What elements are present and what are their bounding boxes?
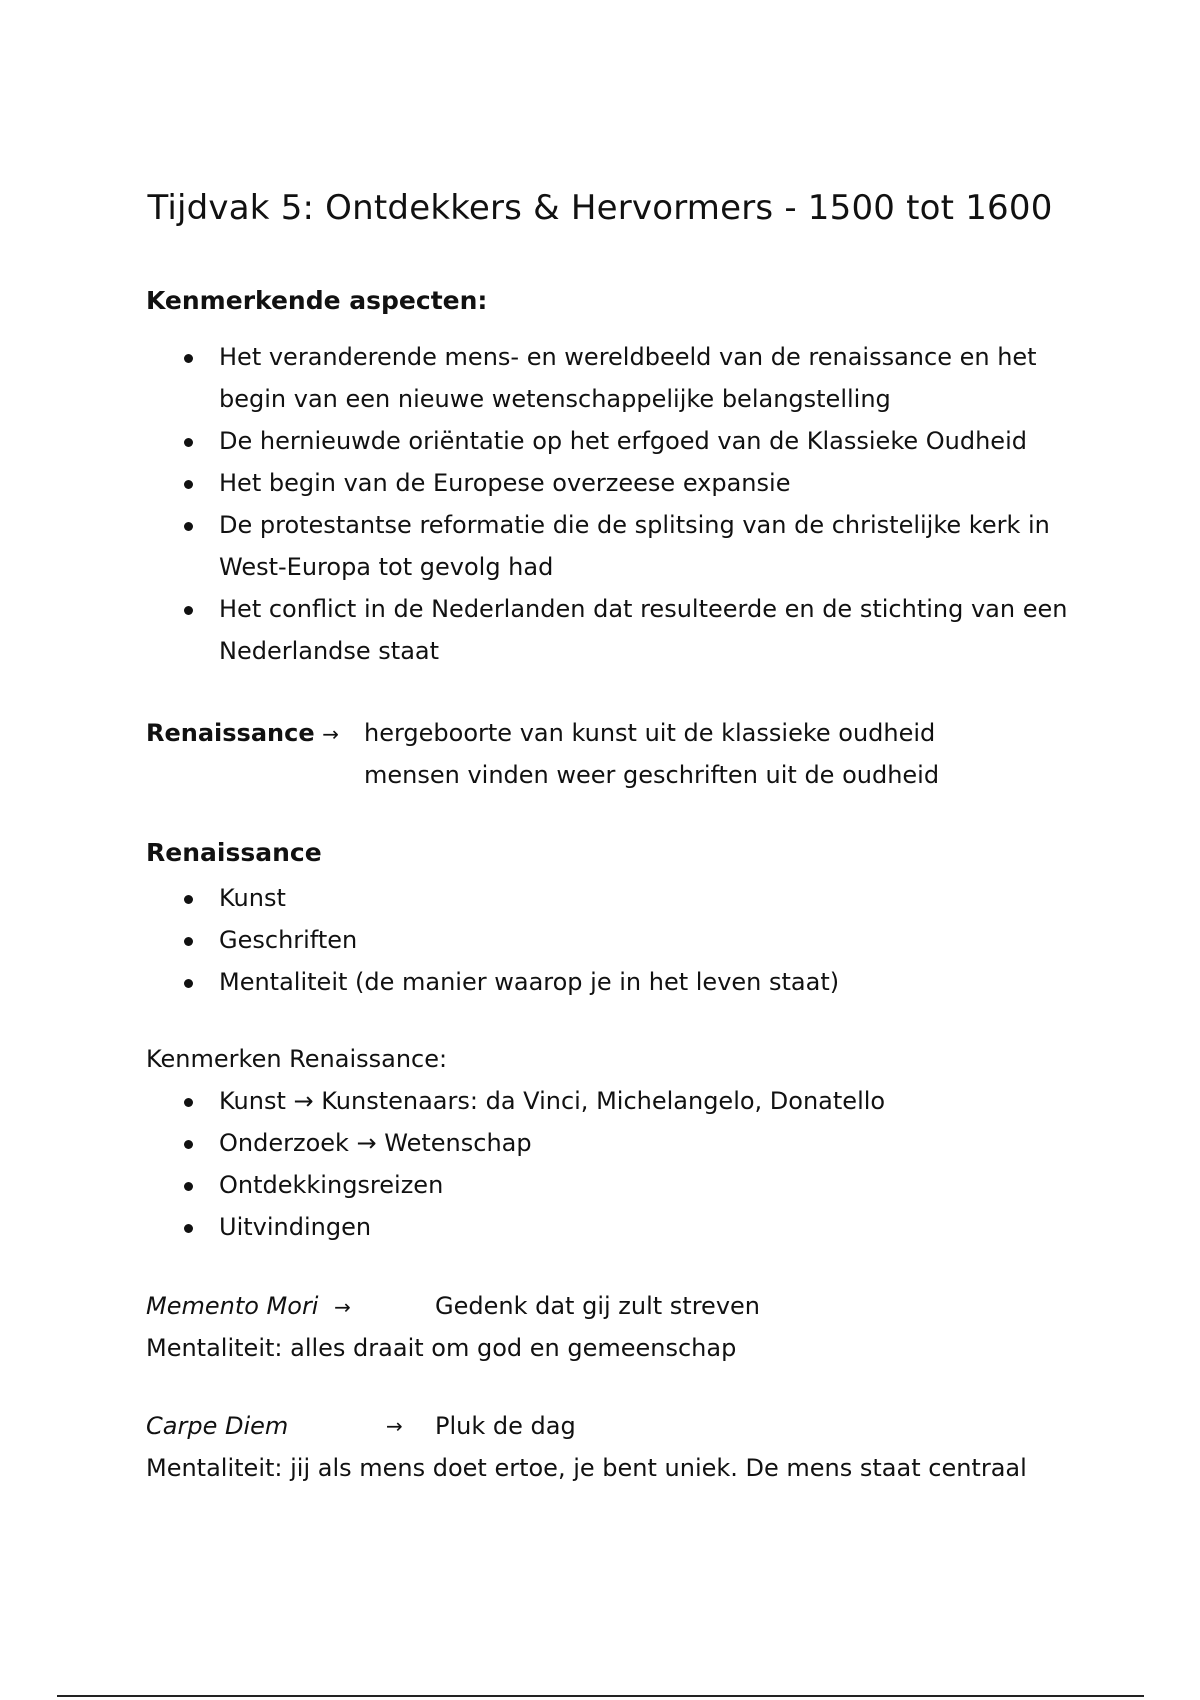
renaissance-heading: Renaissance (146, 838, 322, 867)
kenmerken-renaissance-list (146, 1080, 1086, 1248)
kenmerkende-aspecten-heading: Kenmerkende aspecten: (146, 286, 488, 315)
bullet-icon (184, 1224, 193, 1233)
memento-mori-meaning: Gedenk dat gij zult streven (435, 1292, 760, 1320)
list-item: Kunst (146, 877, 1086, 919)
bullet-icon (184, 1182, 193, 1191)
bullet-icon (184, 895, 193, 904)
list-item: Het veranderende mens- en wereldbeeld van de renaissance en het begin van een nieuwe wetenschappelijke belangstelling (146, 336, 1086, 420)
memento-mori-term: Memento Mori → (146, 1292, 351, 1320)
list-item: Ontdekkingsreizen (146, 1164, 1086, 1206)
arrow-right-icon: → (386, 1414, 403, 1438)
bullet-icon (184, 1098, 193, 1107)
bullet-icon (184, 438, 193, 447)
list-item: Mentaliteit (de manier waarop je in het leven staat) (146, 961, 1086, 1003)
carpe-diem-term: Carpe Diem (146, 1412, 289, 1440)
carpe-diem-mentaliteit: Mentaliteit: jij als mens doet ertoe, je bent uniek. De mens staat centraal (146, 1454, 1027, 1482)
page-title: Tijdvak 5: Ontdekkers & Hervormers - 1500 tot 1600 (147, 188, 1053, 228)
renaissance-definition-line-2: mensen vinden weer geschriften uit de oudheid (364, 761, 940, 789)
list-item: Onderzoek → Wetenschap (146, 1122, 1086, 1164)
list-item: Het conflict in de Nederlanden dat resulteerde en de stichting van een Nederlandse staat (146, 588, 1086, 672)
list-item: Uitvindingen (146, 1206, 1086, 1248)
list-item: Geschriften (146, 919, 1086, 961)
bullet-icon (184, 979, 193, 988)
list-item: Kunst → Kunstenaars: da Vinci, Michelangelo, Donatello (146, 1080, 1086, 1122)
renaissance-definition-line-1: hergeboorte van kunst uit de klassieke oudheid (364, 719, 936, 747)
bullet-icon (184, 1140, 193, 1149)
bullet-icon (184, 480, 193, 489)
bullet-icon (184, 937, 193, 946)
bullet-icon (184, 354, 193, 363)
bullet-icon (184, 522, 193, 531)
list-item: De protestantse reformatie die de splitsing van de christelijke kerk in West-Europa tot gevolg had (146, 504, 1086, 588)
kenmerkende-aspecten-list (146, 336, 1086, 672)
footer-divider (57, 1695, 1144, 1697)
bullet-icon (184, 606, 193, 615)
memento-mori-mentaliteit: Mentaliteit: alles draait om god en gemeenschap (146, 1334, 737, 1362)
renaissance-definition-term: Renaissance → (146, 719, 340, 747)
arrow-right-icon: → (334, 1295, 351, 1319)
list-item: De hernieuwde oriëntatie op het erfgoed van de Klassieke Oudheid (146, 420, 1086, 462)
kenmerken-renaissance-heading: Kenmerken Renaissance: (146, 1045, 448, 1073)
list-item: Het begin van de Europese overzeese expansie (146, 462, 1086, 504)
renaissance-list (146, 877, 1086, 1003)
carpe-diem-meaning: Pluk de dag (435, 1412, 576, 1440)
arrow-right-icon: → (322, 722, 340, 746)
